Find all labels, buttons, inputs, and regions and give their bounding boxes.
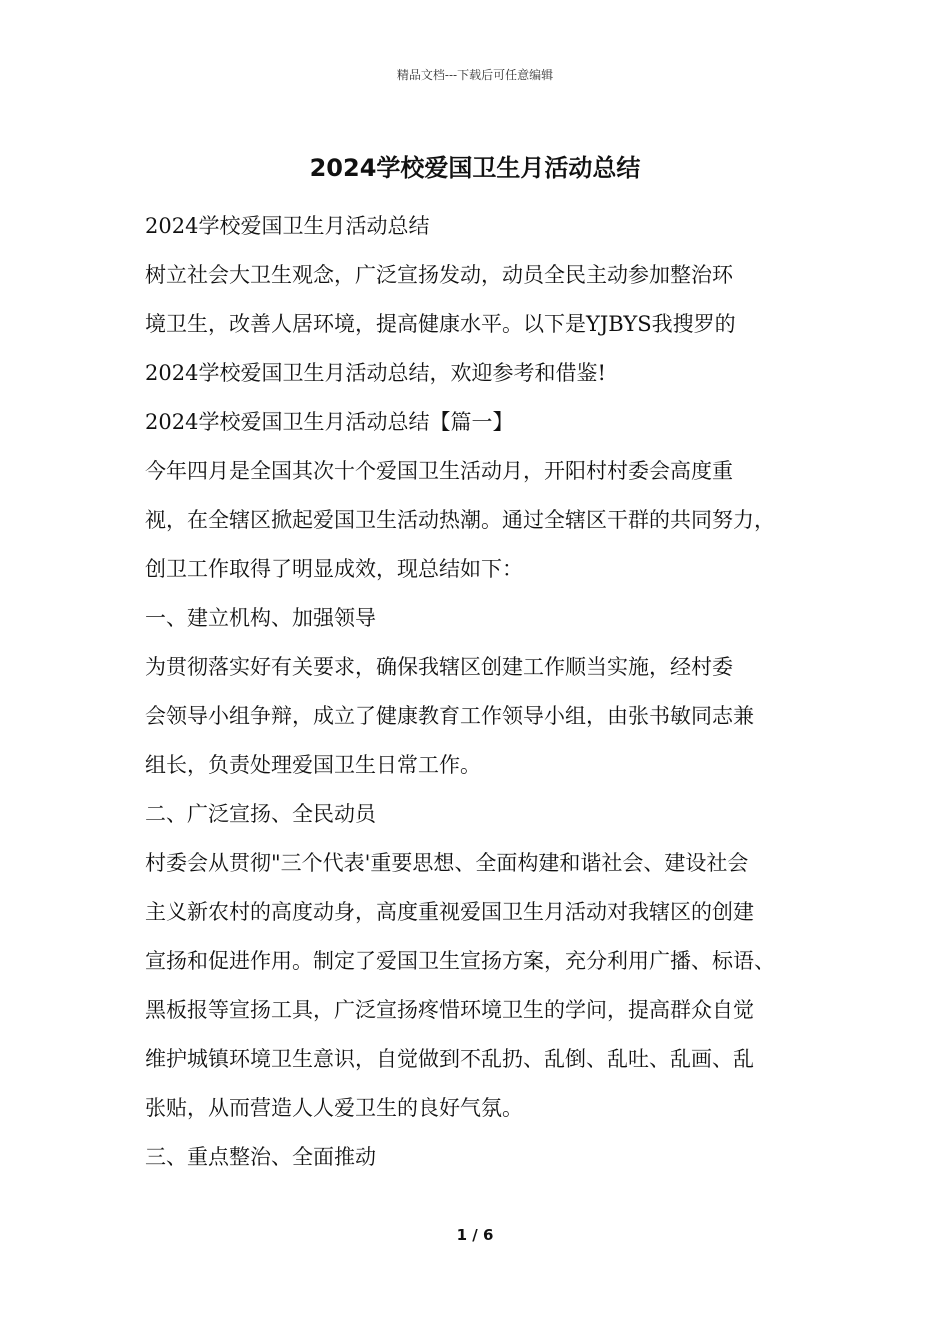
- body-line: 主义新农村的高度动身，高度重视爱国卫生月活动对我辖区的创建: [145, 900, 754, 924]
- document-title: 2024学校爱国卫生月活动总结: [309, 154, 641, 182]
- body-line: 三、重点整治、全面推动: [145, 1145, 376, 1169]
- body-line: 组长，负责处理爱国卫生日常工作。: [145, 753, 481, 777]
- body-line: 黑板报等宣扬工具，广泛宣扬疼惜环境卫生的学问，提高群众自觉: [145, 998, 754, 1022]
- body-line: 2024学校爱国卫生月活动总结，欢迎参考和借鉴!: [145, 361, 606, 385]
- body-line: 境卫生，改善人居环境，提高健康水平。以下是YJBYS我搜罗的: [145, 312, 736, 336]
- body-line: 村委会从贯彻"三个代表'重要思想、全面构建和谐社会、建设社会: [145, 851, 749, 875]
- header-note: 精品文档---下载后可任意编辑: [396, 68, 554, 82]
- body-line: 维护城镇环境卫生意识，自觉做到不乱扔、乱倒、乱吐、乱画、乱: [145, 1047, 754, 1071]
- body-line: 树立社会大卫生观念，广泛宣扬发动，动员全民主动参加整治环: [145, 263, 733, 287]
- document-body: [145, 202, 825, 1182]
- body-line: 2024学校爱国卫生月活动总结: [145, 214, 430, 238]
- body-line: 会领导小组争辩，成立了健康教育工作领导小组，由张书敏同志兼: [145, 704, 754, 728]
- body-line: 宣扬和促进作用。制定了爱国卫生宣扬方案，充分利用广播、标语、: [145, 949, 775, 973]
- body-line: 为贯彻落实好有关要求，确保我辖区创建工作顺当实施，经村委: [145, 655, 733, 679]
- body-line: 二、广泛宣扬、全民动员: [145, 802, 376, 826]
- body-line: 视，在全辖区掀起爱国卫生活动热潮。通过全辖区干群的共同努力，: [145, 508, 775, 532]
- body-line: 2024学校爱国卫生月活动总结【篇一】: [145, 410, 514, 434]
- body-line: 创卫工作取得了明显成效，现总结如下：: [145, 557, 523, 581]
- body-line: 今年四月是全国其次十个爱国卫生活动月，开阳村村委会高度重: [145, 459, 733, 483]
- page-number: 1 / 6: [456, 1226, 494, 1244]
- body-line: 一、建立机构、加强领导: [145, 606, 376, 630]
- body-line: 张贴，从而营造人人爱卫生的良好气氛。: [145, 1096, 523, 1120]
